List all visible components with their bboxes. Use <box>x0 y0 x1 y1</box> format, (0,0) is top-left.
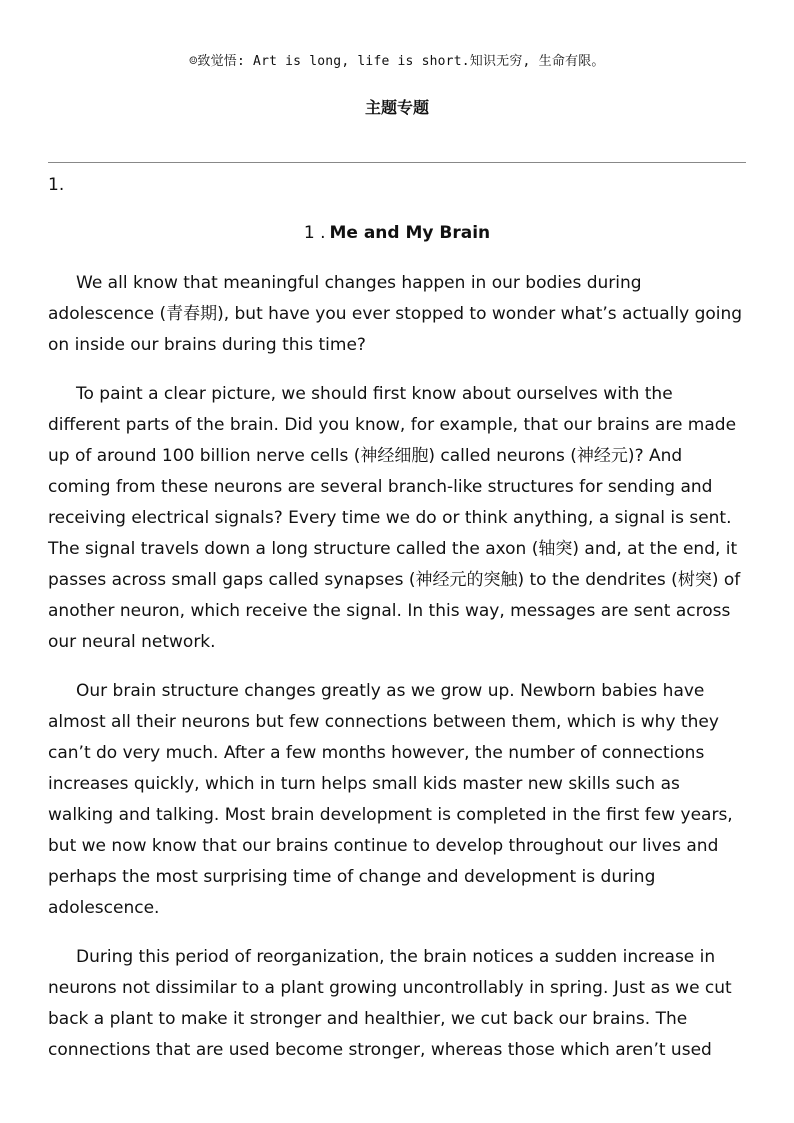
paragraph: Our brain structure changes greatly as we grow up. Newborn babies have almost all their neurons but few connections between them, which is why they can’t do very much. After a few months however, the number of connections increases quickly, which in turn helps small kids master new skills such as walking and talking. Most brain development is completed in the first few years, but we now know that our brains continue to develop throughout our lives and perhaps the most surprising time of change and development is during adolescence. <box>48 681 733 918</box>
paragraph: To paint a clear picture, we should first know about ourselves with the different parts of the brain. Did you know, for example, that our brains are made up of around 100 billion nerve cells (神经细胞) called neurons (神经元)? And coming from these neurons are several branch-like structures for sending and receiving electrical signals? Every time we do or think anything, a signal is sent. The signal travels down a long structure called the axon (轴突) and, at the end, it passes across small gaps called synapses (神经元的突触) to the dendrites (树突) of another neuron, which receive the signal. In this way, messages are sent across our neural network. <box>48 384 741 652</box>
paragraph: We all know that meaningful changes happen in our bodies during adolescence (青春期), but have you ever stopped to wonder what’s actually going on inside our brains during this time? <box>48 273 743 355</box>
article-number: 1 . <box>303 223 326 243</box>
header-motto: ☺致觉悟: Art is long, life is short.知识无穷, 生命有限。 <box>189 54 605 69</box>
header-topic: 主题专题 <box>364 98 429 117</box>
article-body <box>48 268 748 1084</box>
question-number: 1. <box>48 175 65 195</box>
paragraph: During this period of reorganization, the brain notices a sudden increase in neurons not dissimilar to a plant growing uncontrollably in spring. Just as we cut back a plant to make it stronger and healthier, we cut back our brains. The connections that are used become stronger, whereas those which aren’t used <box>48 947 732 1060</box>
article-title <box>0 223 794 243</box>
header-divider <box>48 162 746 163</box>
article-title-text: Me and My Brain <box>329 223 491 243</box>
